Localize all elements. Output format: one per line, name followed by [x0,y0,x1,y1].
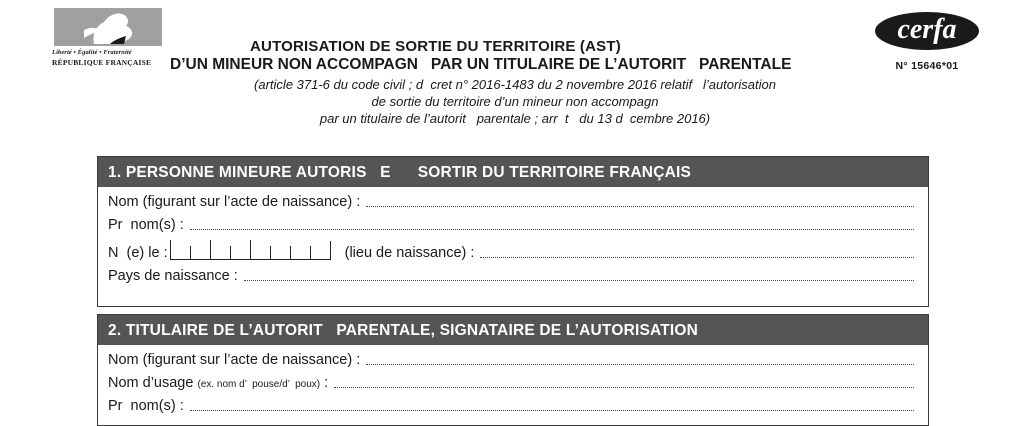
motto: Liberté • Égalité • Fraternité [52,49,132,56]
date-cell [310,246,330,260]
minor-nom-label: Nom (figurant sur l’acte de naissance) : [108,194,361,210]
parent-prenom-label: Pr nom(s) : [108,398,184,414]
title-line-2: D’UN MINEUR NON ACCOMPAGN PAR UN TITULAIRE DE L’AUTORIT PARENTALE [170,56,792,73]
subtitle-line-3: par un titulaire de l’autorit parentale ; arr t du 13 d cembre 2016) [319,111,711,126]
section-2-heading: 2. TITULAIRE DE L’AUTORIT PARENTALE, SIGNATAIRE DE L’AUTORISATION [98,315,928,345]
parent-nom-label: Nom (figurant sur l’acte de naissance) : [108,352,361,368]
section-parent [97,314,929,426]
date-cell [210,240,230,260]
minor-country-row [98,264,928,287]
parent-usage-label [108,375,328,394]
parent-usage-row [98,371,928,394]
birthdate-field[interactable] [170,240,331,260]
title-line-1: AUTORISATION DE SORTIE DU TERRITOIRE (AST) [250,38,621,55]
date-cell [290,246,310,260]
minor-prenom-label: Pr nom(s) : [108,217,184,233]
minor-birthdate-label: N (e) le : [108,245,168,261]
parent-prenom-row [98,394,928,417]
cerfa-number: N° 15646*01 [895,60,959,72]
usage-label-text: Nom d’usage [108,375,194,391]
section-1-heading: 1. PERSONNE MINEURE AUTORIS E SORTIR DU TERRITOIRE FRANÇAIS [98,157,928,187]
birth-country-label: Pays de naissance : [108,268,238,284]
republic-name: RÉPUBLIQUE FRANÇAISE [52,58,152,67]
parent-usage-field[interactable] [334,386,914,388]
parent-nom-field[interactable] [366,363,914,365]
minor-nom-field[interactable] [366,205,914,207]
minor-prenom-field[interactable] [190,228,914,230]
date-cell [270,246,290,260]
birthplace-label: (lieu de naissance) : [344,245,475,261]
republique-logo [52,8,167,67]
form-title [170,38,860,127]
date-cell [170,240,190,260]
date-cell [190,246,210,260]
birth-country-field[interactable] [244,279,914,281]
usage-colon: : [320,375,329,391]
section-minor [97,156,929,307]
usage-hint: (ex. nom d’ pouse/d’ poux) [197,379,321,390]
birthplace-field[interactable] [480,256,914,258]
marianne-icon [54,8,162,46]
parent-nom-row [98,348,928,371]
date-cell [230,246,250,260]
date-cell [250,240,270,260]
minor-nom-row [98,190,928,213]
cerfa-logo: cerfa [875,12,979,50]
parent-prenom-field[interactable] [190,409,914,411]
minor-birth-row [98,236,928,264]
date-cell-end [330,241,331,260]
minor-prenom-row [98,213,928,236]
cerfa-block [872,12,982,72]
subtitle-line-2: de sortie du territoire d’un mineur non accompagn [371,94,659,109]
subtitle-line-1: (article 371-6 du code civil ; d cret n° 2016-1483 du 2 novembre 2016 relatif l’autorisation [254,77,776,92]
